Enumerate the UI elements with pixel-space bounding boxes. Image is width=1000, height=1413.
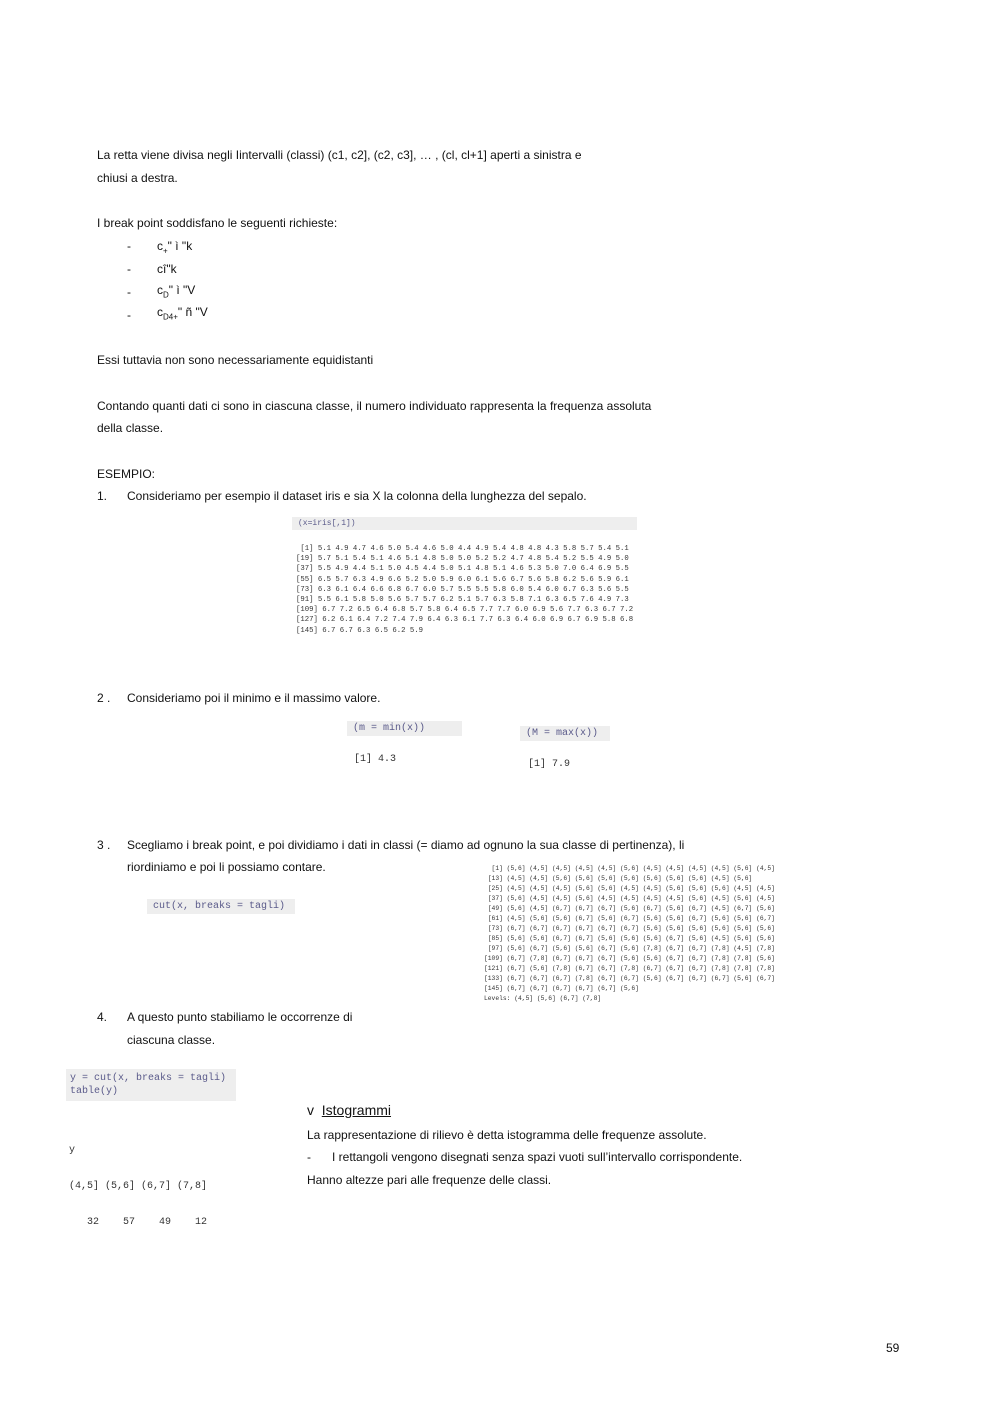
- breakpoint-dash-1: -: [127, 239, 131, 253]
- cut-output-block: [484, 864, 814, 1006]
- table-output-y: y: [69, 1145, 76, 1156]
- max-code-block: [520, 726, 610, 786]
- cut-output-line: [133] (6,7] (6,7] (6,7] (7,8] (6,7] (6,7] (5,6] (6,7] (6,7] (6,7] (5,6] (6,7]: [484, 975, 775, 982]
- iris-output-line: [55] 6.5 5.7 6.3 4.9 6.6 5.2 5.0 5.9 6.0 6.1 5.6 6.7 5.6 5.8 6.2 5.6 5.9 6.1: [296, 575, 629, 584]
- step-4-line-1: A questo punto stabiliamo le occorrenze di: [127, 1010, 353, 1024]
- iris-command: (x=iris[,1]): [292, 517, 637, 530]
- step-2-text: Consideriamo poi il minimo e il massimo valore.: [127, 691, 381, 705]
- intro-line-2: chiusi a destra.: [97, 171, 178, 185]
- cut-code-block: [147, 899, 295, 914]
- table-output-counts: 32 57 49 12: [69, 1217, 208, 1228]
- iris-output-line: [19] 5.7 5.1 5.4 5.1 4.6 5.1 4.8 5.0 5.0 5.2 5.2 4.7 4.8 5.4 5.2 5.5 4.9 5.0: [296, 555, 629, 564]
- iris-output-line: [109] 6.7 7.2 6.5 6.4 6.8 5.7 5.8 6.4 6.5 7.7 7.7 6.0 6.9 5.6 7.7 6.3 6.7 7.2: [296, 606, 634, 615]
- iris-output: [292, 544, 637, 636]
- istogrammi-heading: [307, 1102, 391, 1118]
- not-equidistant-text: Essi tuttavia non sono necessariamente equidistanti: [97, 353, 374, 367]
- step-3-number: 3 .: [97, 838, 111, 852]
- cut-output-line: [1] (5,6] (4,5] (4,5] (4,5] (4,5] (5,6] (4,5] (4,5] (4,5] (4,5] (5,6] (4,5]: [484, 865, 775, 872]
- cut-output: [484, 864, 814, 1004]
- iris-output-line: [1] 5.1 4.9 4.7 4.6 5.0 5.4 4.6 5.0 4.4 4.9 5.4 4.8 4.8 4.3 5.8 5.7 5.4 5.1: [296, 545, 629, 553]
- cut-output-line: [13] (4,5] (4,5] (5,6] (5,6] (5,6] (5,6] (5,6] (5,6] (5,6] (4,5] (5,6]: [484, 875, 753, 882]
- cut-output-line: [109] (6,7] (7,8] (6,7] (6,7] (6,7] (5,6] (5,6] (6,7] (6,7] (7,8] (7,8] (5,6]: [484, 955, 775, 962]
- cut-output-line: [61] (4,5] (5,6] (5,6] (6,7] (5,6] (6,7] (5,6] (5,6] (6,7] (5,6] (5,6] (6,7]: [484, 915, 775, 922]
- table-output: [66, 1121, 236, 1253]
- cut-output-line: [145] (6,7] (6,7] (6,7] (6,7] (6,7] (5,6]: [484, 985, 639, 992]
- example-label: ESEMPIO:: [97, 467, 156, 481]
- breakpoint-item-1: $c_+$" ì "k: [157, 239, 193, 256]
- breakpoint-item-3: $c_D$" ì "V: [157, 283, 196, 300]
- frequency-line-2: della classe.: [97, 421, 164, 435]
- table-command-2: table(y): [70, 1086, 119, 1097]
- istogrammi-title: Istogrammi: [321, 1102, 392, 1118]
- step-1-text: Consideriamo per esempio il dataset iris e sia X la colonna della lunghezza del sepalo.: [127, 489, 587, 503]
- table-commands: [66, 1069, 236, 1101]
- cut-output-line: [73] (6,7] (6,7] (6,7] (6,7] (6,7] (6,7] (5,6] (5,6] (5,6] (5,6] (5,6] (5,6]: [484, 925, 775, 932]
- iris-output-line: [145] 6.7 6.7 6.3 6.5 6.2 5.9: [296, 626, 423, 635]
- cut-output-line: [97] (5,6] (6,7] (5,6] (5,6] (6,7] (5,6] (7,8] (6,7] (6,7] (7,8] (4,5] (7,8]: [484, 945, 775, 952]
- breakpoints-heading: I break point soddisfano le seguenti richieste:: [97, 216, 338, 230]
- cut-command: cut(x, breaks = tagli): [147, 899, 295, 914]
- step-2-number: 2 .: [97, 691, 111, 705]
- istogrammi-line-1: La rappresentazione di rilievo è detta istogramma delle frequenze assolute.: [307, 1128, 707, 1142]
- cut-output-line: [85] (5,6] (5,6] (6,7] (6,7] (5,6] (5,6] (5,6] (6,7] (5,6] (4,5] (5,6] (5,6]: [484, 935, 775, 942]
- max-command: (M = max(x)): [520, 726, 610, 741]
- max-output: [1] 7.9: [528, 759, 571, 770]
- step-1-number: 1.: [97, 489, 108, 503]
- page-number: 59: [886, 1341, 900, 1355]
- step-4-line-2: ciascuna classe.: [127, 1033, 216, 1047]
- cut-output-line: [121] (6,7] (5,6] (7,8] (6,7] (6,7] (7,8] (6,7] (6,7] (6,7] (7,8] (7,8] (7,8]: [484, 965, 775, 972]
- min-code-block: [347, 721, 462, 781]
- cut-output-line: [25] (4,5] (4,5] (4,5] (5,6] (5,6] (4,5] (4,5] (5,6] (5,6] (5,6] (4,5] (4,5]: [484, 885, 775, 892]
- step-3-line-2: riordiniamo e poi li possiamo contare.: [127, 860, 326, 874]
- breakpoint-dash-4: -: [127, 308, 131, 322]
- min-command: (m = min(x)): [347, 721, 462, 736]
- table-command-1: y = cut(x, breaks = tagli): [70, 1073, 227, 1084]
- istogrammi-dash: -: [307, 1150, 311, 1164]
- min-output: [1] 4.3: [354, 754, 397, 765]
- iris-output-line: [91] 5.5 6.1 5.8 5.0 5.6 5.7 5.7 6.2 5.1 5.7 6.3 5.8 7.1 6.3 6.5 7.6 4.9 7.3: [296, 596, 629, 605]
- step-4-number: 4.: [97, 1010, 108, 1024]
- iris-output-line: [37] 5.5 4.9 4.4 5.1 5.0 4.5 4.4 5.0 5.1 4.8 5.1 4.6 5.3 5.0 7.0 6.4 6.9 5.5: [296, 565, 629, 574]
- intro-line-1: La retta viene divisa negli Iintervalli (classi) (c1, c2], (c2, c3], … , (cl, cl+1] aperti a sinistra e: [97, 148, 582, 162]
- frequency-line-1: Contando quanti dati ci sono in ciascuna classe, il numero individuato rappresenta la frequenza assoluta: [97, 399, 652, 413]
- step-3-line-1: Scegliamo i break point, e poi dividiamo i dati in classi (= diamo ad ognuno la sua classe di pertinenza), li: [127, 838, 685, 852]
- cut-output-line: Levels: (4,5] (5,6] (6,7] (7,8]: [484, 995, 602, 1002]
- iris-code-block: [292, 517, 637, 641]
- breakpoint-dash-2: -: [127, 262, 131, 276]
- cut-output-line: [37] (5,6] (4,5] (4,5] (5,6] (4,5] (4,5] (4,5] (4,5] (5,6] (4,5] (5,6] (4,5]: [484, 895, 775, 902]
- breakpoint-dash-3: -: [127, 285, 131, 299]
- breakpoint-item-2: cî"k: [157, 262, 177, 276]
- breakpoint-item-4: $c_{D4+}$" ñ "V: [157, 305, 208, 322]
- cut-output-line: [49] (5,6] (4,5] (6,7] (6,7] (6,7] (5,6] (6,7] (5,6] (6,7] (4,5] (6,7] (5,6]: [484, 905, 775, 912]
- iris-output-line: [127] 6.2 6.1 6.4 7.2 7.4 7.9 6.4 6.3 6.1 7.7 6.3 6.4 6.0 6.9 6.7 6.9 5.8 6.8: [296, 616, 634, 625]
- iris-output-line: [73] 6.3 6.1 6.4 6.6 6.8 6.7 6.0 5.7 5.5 5.5 5.8 6.0 5.4 6.0 6.7 6.3 5.6 5.5: [296, 585, 629, 594]
- table-code-block: [66, 1069, 236, 1228]
- istogrammi-line-2: I rettangoli vengono disegnati senza spazi vuoti sull’intervallo corrispondente.: [332, 1150, 743, 1164]
- table-output-classes: (4,5] (5,6] (6,7] (7,8]: [69, 1181, 208, 1192]
- istogrammi-line-3: Hanno altezze pari alle frequenze delle classi.: [307, 1173, 552, 1187]
- istogrammi-bullet: v: [307, 1102, 314, 1118]
